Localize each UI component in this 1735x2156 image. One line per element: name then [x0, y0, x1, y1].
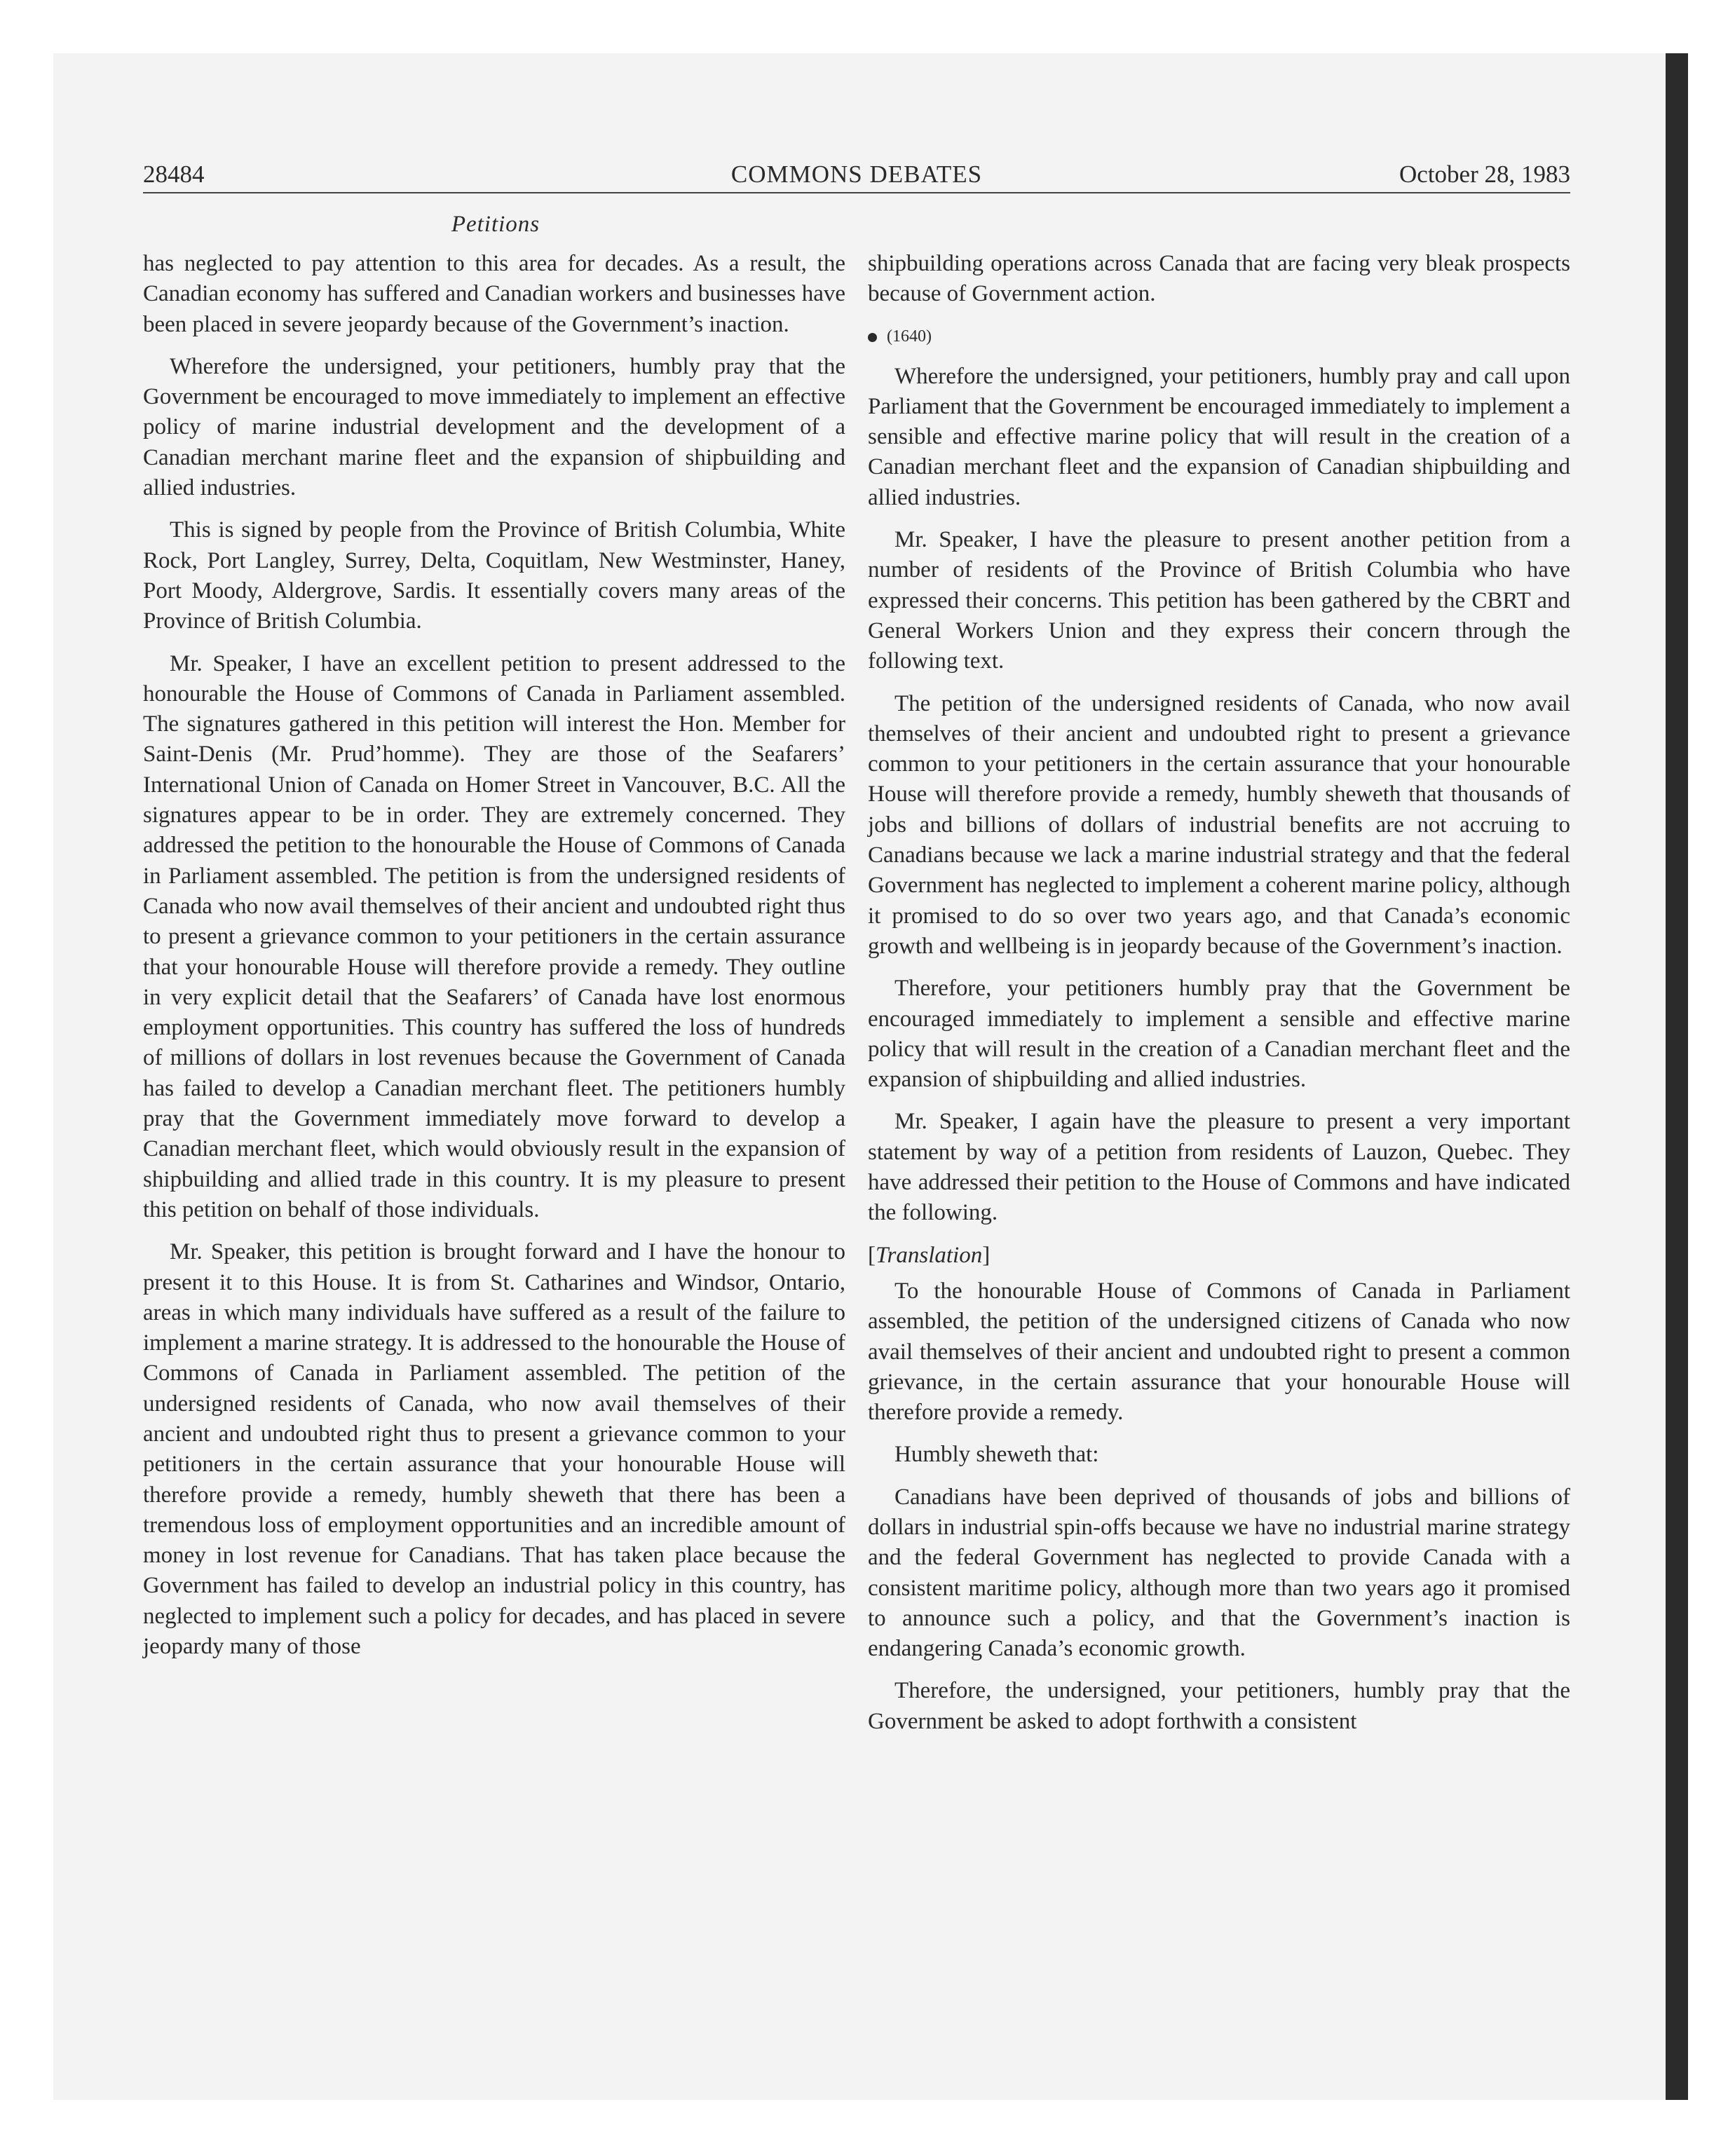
time-marker-text: (1640) — [887, 327, 932, 346]
paragraph: Therefore, your petitioners humbly pray that the Government be encouraged immediately to implement a sensible and effective marine policy that will result in the creation of a Canadian merchant fleet and the expansion of shipbuilding and allied industries. — [868, 976, 1570, 1093]
translation-tag: [Translation] — [868, 1242, 991, 1268]
issue-date: October 28, 1983 — [1399, 161, 1570, 188]
time-marker — [868, 322, 1570, 352]
paragraph: Canadians have been deprived of thousands of jobs and billions of dollars in industrial spin-offs because we have no industrial marine strategy and the federal Government has neglected to provide Canada with a consistent maritime policy, although more than two years ago it promised to announce such a policy, and that the Government’s inaction is endangering Canada’s economic growth. — [868, 1484, 1570, 1662]
translation-tag-text: Translation — [876, 1242, 983, 1268]
paragraph: Mr. Speaker, I again have the pleasure to present a very important statement by way of a petition from residents of Lauzon, Quebec. They have addressed their petition to the House of Commons and have indicated the following. — [868, 1109, 1570, 1226]
paragraph: Mr. Speaker, I have the pleasure to present another petition from a number of residents of the Province of British Columbia who have expressed their concerns. This petition has been gathered by the CBRT and General Workers Union and they express their concern through the following text. — [868, 527, 1570, 674]
paragraph: This is signed by people from the Province of British Columbia, White Rock, Port Langley, Surrey, Delta, Coquitlam, New Westminster, Haney, Port Moody, Aldergrove, Sardis. It essentially covers many areas of the Province of British Columbia. — [143, 517, 845, 634]
paragraph: Therefore, the undersigned, your petitioners, humbly pray that the Government be asked to adopt forthwith a consistent — [868, 1678, 1570, 1734]
page-header — [143, 157, 1570, 193]
paragraph: The petition of the undersigned residents of Canada, who now avail themselves of their ancient and undoubted right to present a grievance common to your petitioners in the certain assurance that your honourable House will therefore provide a remedy, humbly sheweth that thousands of jobs and billions of dollars of industrial benefits are not accruing to Canadians because we lack a marine industrial strategy and that the federal Government has neglected to implement a coherent marine policy, although it promised to do so over two years ago, and that Canada’s economic growth and wellbeing is in jeopardy because of the Government’s inaction. — [868, 690, 1570, 959]
scan-edge-bar — [1666, 53, 1688, 2100]
page-number: 28484 — [143, 161, 205, 188]
paragraph: Mr. Speaker, this petition is brought forward and I have the honour to present it to this House. It is from St. Catharines and Windsor, Ontario, areas in which many individuals have suffered as a result of the failure to implement a marine strategy. It is addressed to the honourable the House of Commons of Canada in Parliament assembled. The petition of the undersigned residents of Canada, who now avail themselves of their ancient and undoubted right thus to present a grievance common to your petitioners in the certain assurance that your honourable House will therefore provide a remedy, humbly sheweth that there has been a tremendous loss of employment opportunities and an incredible amount of money in lost revenue for Canadians. That has taken place because the Government has failed to develop an industrial policy in this country, has neglected to implement such a policy for decades, and has placed in severe jeopardy many of those — [143, 1239, 845, 1660]
right-column — [868, 249, 1570, 1749]
bullet-icon — [868, 333, 877, 342]
paragraph: shipbuilding operations across Canada that are facing very bleak prospects because of Government action. — [868, 251, 1570, 307]
paragraph: Humbly sheweth that: — [894, 1442, 1099, 1468]
paragraph: To the honourable House of Commons of Canada in Parliament assembled, the petition of the undersigned citizens of Canada who now avail themselves of their ancient and undoubted right to present a common grievance, in the certain assurance that your honourable House will therefore provide a remedy. — [868, 1278, 1570, 1426]
paragraph: Wherefore the undersigned, your petitioners, humbly pray that the Government be encouraged to move immediately to implement an effective policy of marine industrial development and the development of a Canadian merchant marine fleet and the expansion of shipbuilding and allied industries. — [143, 353, 845, 501]
paragraph: Mr. Speaker, I have an excellent petition to present addressed to the honourable the House of Commons of Canada in Parliament assembled. The signatures gathered in this petition will interest the Hon. Member for Saint-Denis (Mr. Prud’homme). They are those of the Seafarers’ International Union of Canada on Homer Street in Vancouver, B.C. All the signatures appear to be in order. They are extremely concerned. They addressed the petition to the honourable the House of Commons of Canada in Parliament assembled. The petition is from the undersigned residents of Canada who now avail themselves of their ancient and undoubted right thus to present a grievance common to your petitioners in the certain assurance that your honourable House will therefore provide a remedy. They outline in very explicit detail that the Seafarers’ of Canada have lost enormous employment opportunities. This country has suffered the loss of hundreds of millions of dollars in lost revenues because the Government of Canada has failed to develop a Canadian merchant fleet. The petitioners humbly pray that the Government immediately move forward to develop a Canadian merchant fleet, which would obviously result in the expansion of shipbuilding and allied trade in this country. It is my pleasure to present this petition on behalf of those individuals. — [143, 650, 845, 1222]
paragraph: Wherefore the undersigned, your petitioners, humbly pray and call upon Parliament that the Government be encouraged immediately to implement a sensible and effective marine policy that will result in the creation of a Canadian merchant fleet and the expansion of Canadian shipbuilding and allied industries. — [868, 363, 1570, 510]
left-column — [143, 249, 845, 1674]
section-title: Petitions — [451, 212, 540, 237]
journal-title: COMMONS DEBATES — [730, 161, 983, 188]
paragraph: has neglected to pay attention to this area for decades. As a result, the Canadian economy has suffered and Canadian workers and businesses have been placed in severe jeopardy because of the Government’s inaction. — [143, 251, 845, 337]
